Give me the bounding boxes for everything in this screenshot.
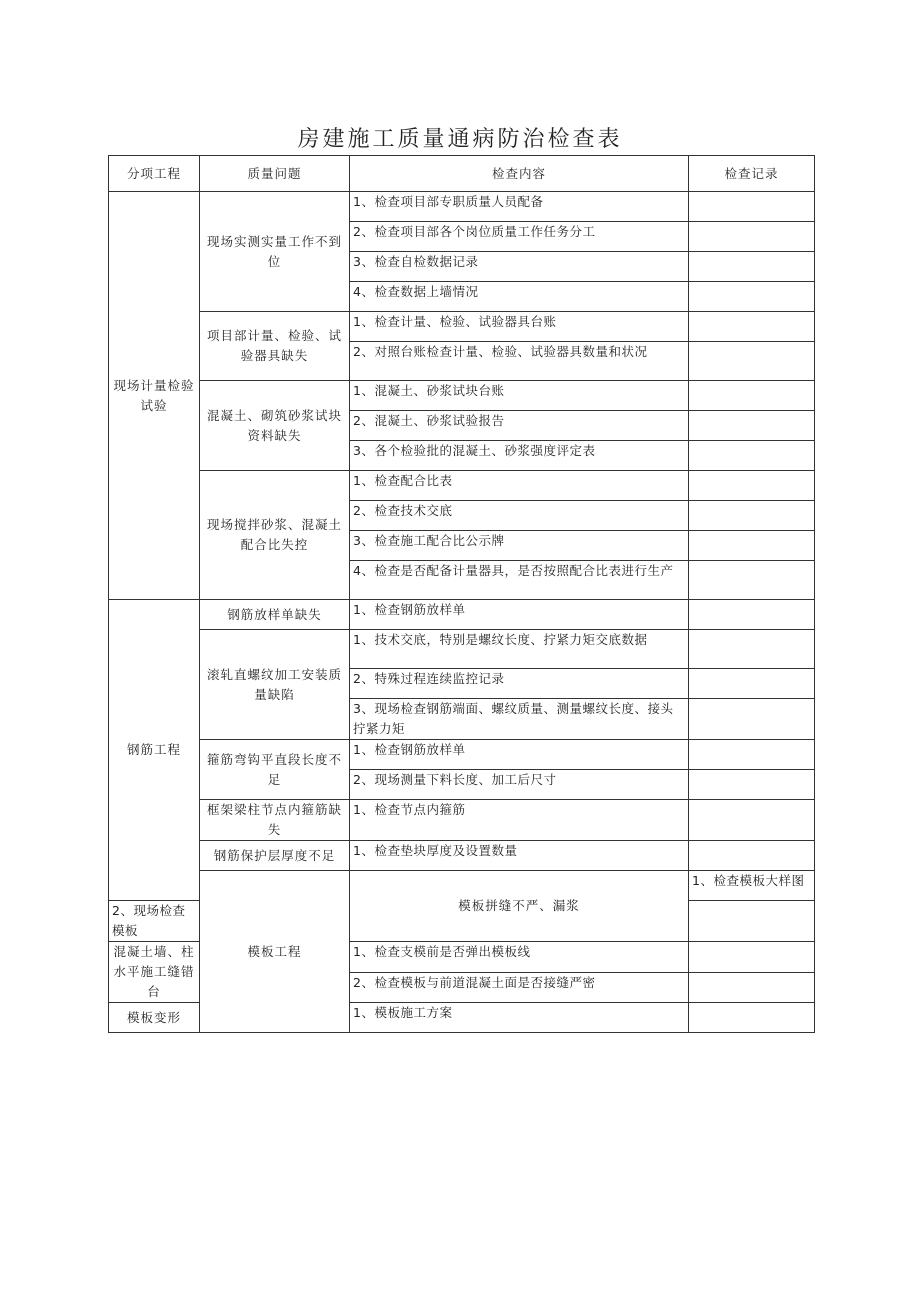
content-cell: 1、检查项目部专职质量人员配备 [350,192,689,222]
issue-cell: 框架梁柱节点内箍筋缺失 [200,800,350,841]
table-row [109,312,815,342]
content-cell: 4、检查是否配备计量器具，是否按照配合比表进行生产 [350,561,689,600]
content-cell: 2、现场检查模板 [109,901,200,942]
content-cell: 1、模板施工方案 [350,1003,689,1033]
category-cell: 钢筋工程 [109,600,200,901]
table-row [109,800,815,841]
header-issue: 质量问题 [200,156,350,192]
record-cell[interactable] [689,561,815,600]
category-cell: 现场计量检验试验 [109,192,200,600]
record-cell[interactable] [689,471,815,501]
record-cell[interactable] [689,942,815,973]
record-cell[interactable] [689,699,815,740]
header-record: 检查记录 [689,156,815,192]
content-cell: 4、检查数据上墙情况 [350,282,689,312]
content-cell: 2、现场测量下料长度、加工后尺寸 [350,770,689,800]
issue-cell: 混凝土、砌筑砂浆试块资料缺失 [200,381,350,471]
content-cell: 1、检查垫块厚度及设置数量 [350,841,689,871]
content-cell: 2、混凝土、砂浆试验报告 [350,411,689,441]
table-row [109,192,815,222]
record-cell[interactable] [689,342,815,381]
content-cell: 1、混凝土、砂浆试块台账 [350,381,689,411]
record-cell[interactable] [689,501,815,531]
table-row [109,381,815,411]
record-cell[interactable] [689,441,815,471]
page-title: 房建施工质量通病防治检查表 [297,127,623,152]
record-cell[interactable] [689,252,815,282]
content-cell: 1、检查模板大样图 [689,871,815,901]
table-row [109,630,815,669]
record-cell[interactable] [689,901,815,942]
issue-cell: 项目部计量、检验、试验器具缺失 [200,312,350,381]
issue-cell: 钢筋保护层厚度不足 [200,841,350,871]
record-cell[interactable] [689,972,815,1003]
issue-cell: 模板变形 [109,1003,200,1033]
content-cell: 3、检查自检数据记录 [350,252,689,282]
content-cell: 2、特殊过程连续监控记录 [350,669,689,699]
issue-cell: 模板拼缝不严、漏浆 [350,871,689,942]
record-cell[interactable] [689,740,815,770]
content-cell: 3、现场检查钢筋端面、螺纹质量、测量螺纹长度、接头拧紧力矩 [350,699,689,740]
content-cell: 1、技术交底，特别是螺纹长度、拧紧力矩交底数据 [350,630,689,669]
content-cell: 1、检查钢筋放样单 [350,740,689,770]
table-row [109,600,815,630]
content-cell: 1、检查节点内箍筋 [350,800,689,841]
table-row [109,841,815,871]
record-cell[interactable] [689,222,815,252]
header-category: 分项工程 [109,156,200,192]
record-cell[interactable] [689,192,815,222]
issue-cell: 混凝土墙、柱水平施工缝错台 [109,942,200,1003]
record-cell[interactable] [689,841,815,871]
table-header-row [109,156,815,192]
issue-cell: 现场实测实量工作不到位 [200,192,350,312]
record-cell[interactable] [689,1003,815,1033]
record-cell[interactable] [689,630,815,669]
table-row [109,471,815,501]
issue-cell: 现场搅拌砂浆、混凝土配合比失控 [200,471,350,600]
content-cell: 1、检查计量、检验、试验器具台账 [350,312,689,342]
content-cell: 2、检查模板与前道混凝土面是否接缝严密 [350,972,689,1003]
record-cell[interactable] [689,531,815,561]
record-cell[interactable] [689,282,815,312]
issue-cell: 箍筋弯钩平直段长度不足 [200,740,350,800]
content-cell: 2、检查项目部各个岗位质量工作任务分工 [350,222,689,252]
content-cell: 1、检查钢筋放样单 [350,600,689,630]
inspection-table [108,155,815,1033]
table-row [109,740,815,770]
content-cell: 1、检查支模前是否弹出模板线 [350,942,689,973]
record-cell[interactable] [689,312,815,342]
record-cell[interactable] [689,770,815,800]
table-row [109,871,815,901]
content-cell: 2、对照台账检查计量、检验、试验器具数量和状况 [350,342,689,381]
issue-cell: 钢筋放样单缺失 [200,600,350,630]
record-cell[interactable] [689,669,815,699]
record-cell[interactable] [689,600,815,630]
record-cell[interactable] [689,411,815,441]
content-cell: 2、检查技术交底 [350,501,689,531]
header-content: 检查内容 [350,156,689,192]
content-cell: 1、检查配合比表 [350,471,689,501]
content-cell: 3、各个检验批的混凝土、砂浆强度评定表 [350,441,689,471]
record-cell[interactable] [689,800,815,841]
record-cell[interactable] [689,381,815,411]
content-cell: 3、检查施工配合比公示牌 [350,531,689,561]
issue-cell: 滚轧直螺纹加工安装质量缺陷 [200,630,350,740]
category-cell: 模板工程 [200,871,350,1033]
